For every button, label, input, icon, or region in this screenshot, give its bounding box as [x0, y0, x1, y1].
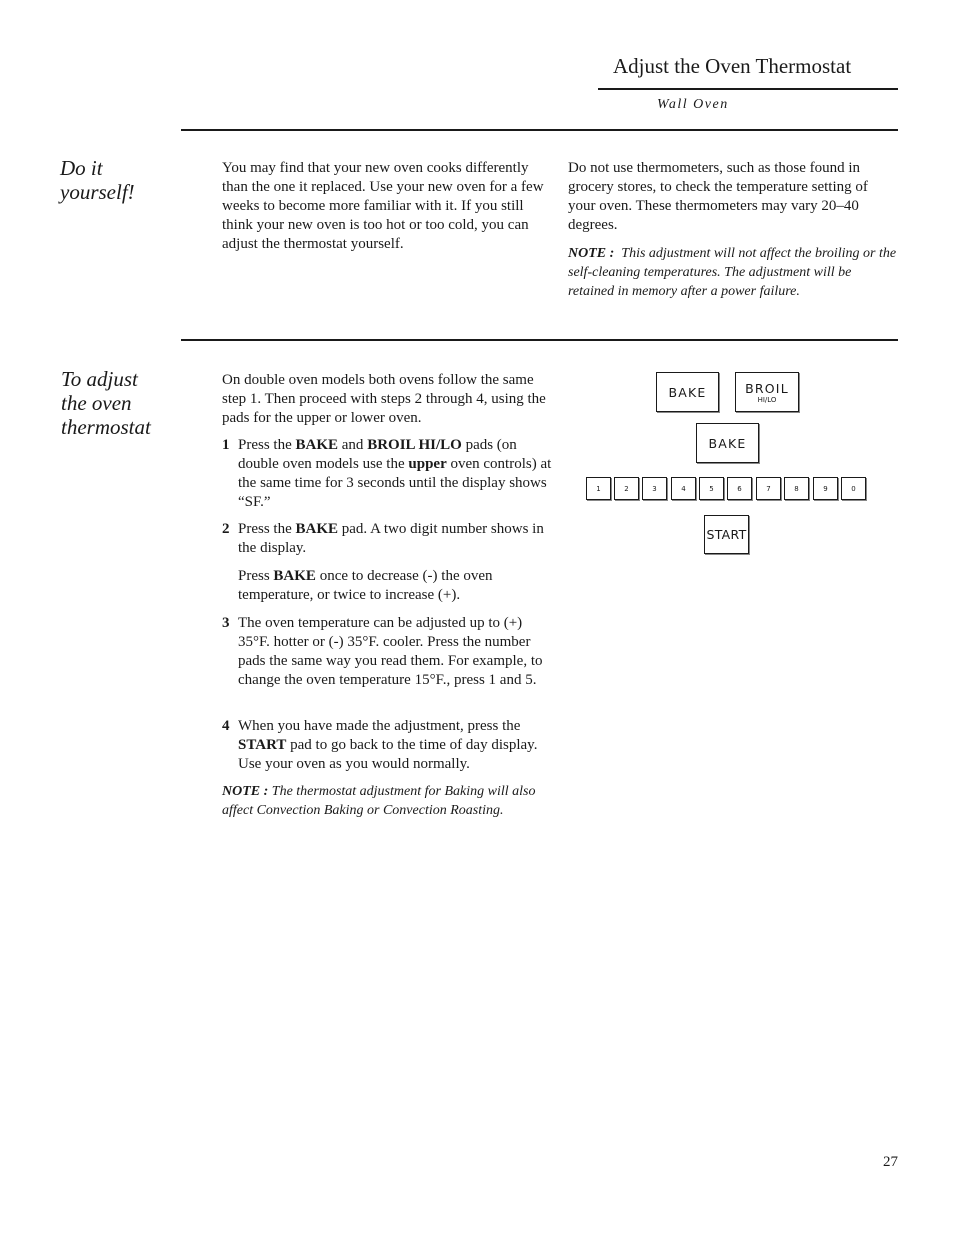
step-1-text-c: pads (on double oven models use the — [238, 437, 517, 472]
start-pad[interactable] — [704, 515, 749, 554]
digit-pad-2-label: 2 — [624, 484, 629, 493]
step-4-text-a: When you have made the adjustment, press the — [238, 718, 521, 734]
section2-heading-line3: thermostat — [61, 415, 151, 439]
step-3-number: 3 — [222, 615, 230, 631]
digit-pad-0[interactable] — [841, 477, 866, 500]
step-1-upper: upper — [408, 456, 447, 472]
section2-heading — [61, 367, 151, 439]
broil-pad-label: BROIL — [745, 380, 789, 396]
step-4-text-b: pad to go back to the time of day display. Use your oven as you would normally. — [238, 737, 538, 772]
digit-pad-9[interactable] — [813, 477, 838, 500]
step-1-text-d: oven controls) at the same time for 3 seconds until the display shows “SF.” — [238, 456, 552, 510]
digit-pad-2[interactable] — [614, 477, 639, 500]
step-4-number: 4 — [222, 718, 230, 734]
section2-heading-line2: the oven — [61, 391, 132, 415]
digit-pad-1[interactable] — [586, 477, 611, 500]
broil-pad-sublabel: HI/LO — [757, 395, 777, 404]
page-subtitle: Wall Oven — [657, 97, 729, 112]
digit-pad-4[interactable] — [671, 477, 696, 500]
bake-pad-lower[interactable] — [696, 423, 759, 463]
section-divider-1 — [181, 129, 898, 131]
step-2-bake: BAKE — [295, 521, 339, 537]
digit-pad-3-label: 3 — [652, 484, 657, 493]
bake-pad-lower-label: BAKE — [708, 435, 747, 451]
section1-heading — [60, 156, 135, 204]
digit-pad-0-label: 0 — [851, 484, 856, 493]
bake-pad[interactable] — [656, 372, 719, 412]
digit-pad-5-label: 5 — [709, 484, 714, 493]
step-1-broil: BROIL HI/LO — [367, 437, 462, 453]
broil-hi-lo-pad[interactable] — [735, 372, 799, 412]
section1-note-label: NOTE : — [568, 246, 615, 261]
section1-heading-line2: yourself! — [60, 180, 135, 204]
section1-heading-line1: Do it — [60, 156, 103, 180]
section1-intro-text: You may find that your new oven cooks differently than the one it replaced. Use your new oven for a few weeks to become more familiar with it. If you still think your new oven is too hot or too cold, you can adjust the thermostat yourself. — [222, 160, 544, 252]
digit-pad-7-label: 7 — [766, 484, 771, 493]
step-2-detail-text-a: Press — [238, 568, 274, 584]
section2-note-text: The thermostat adjustment for Baking will also affect Convection Baking or Convection Roasting. — [222, 784, 536, 818]
section2-intro-text: On double oven models both ovens follow the same step 1. Then proceed with steps 2 through 4, using the pads for the upper or lower oven. — [222, 372, 546, 426]
step-1-number: 1 — [222, 437, 230, 453]
digit-pad-1-label: 1 — [596, 484, 601, 493]
step-4 — [222, 717, 554, 774]
digit-pad-6-label: 6 — [737, 484, 742, 493]
digit-pad-5[interactable] — [699, 477, 724, 500]
section2-note — [222, 782, 554, 820]
step-1-text-b: and — [338, 437, 368, 453]
step-2-detail — [222, 567, 552, 605]
step-2-text-b: pad. A two digit number shows in the display. — [238, 521, 544, 556]
step-2-text-a: Press the — [238, 521, 296, 537]
section1-thermometer-text: Do not use thermometers, such as those found in grocery stores, to check the temperature setting of your oven. These thermometers may vary 20–40 degrees. — [568, 160, 868, 233]
step-2-detail-bake: BAKE — [273, 568, 316, 584]
step-2-detail-text-b: once to decrease (-) the oven temperature, or twice to increase (+). — [238, 568, 493, 603]
section-divider-2 — [181, 339, 898, 341]
page-title: Adjust the Oven Thermostat — [613, 54, 852, 78]
page-number: 27 — [883, 1154, 898, 1170]
step-1-text-a: Press the — [238, 437, 296, 453]
digit-pad-7[interactable] — [756, 477, 781, 500]
digit-pad-8[interactable] — [784, 477, 809, 500]
section1-note — [568, 244, 900, 301]
digit-pad-3[interactable] — [642, 477, 667, 500]
step-2-number: 2 — [222, 521, 230, 537]
start-pad-label: START — [706, 527, 747, 542]
digit-pad-9-label: 9 — [823, 484, 828, 493]
step-1-bake: BAKE — [295, 437, 339, 453]
digit-pad-8-label: 8 — [794, 484, 799, 493]
title-rule — [598, 88, 898, 90]
section1-note-text: This adjustment will not affect the broiling or the self-cleaning temperatures. The adjustment will be retained in memory after a power failure. — [568, 246, 897, 299]
step-4-start: START — [238, 737, 287, 753]
digit-pad-4-label: 4 — [681, 484, 686, 493]
step-3 — [222, 614, 554, 690]
section2-heading-line1: To adjust — [61, 367, 138, 391]
bake-pad-label: BAKE — [668, 384, 707, 400]
step-2 — [222, 520, 552, 558]
step-1 — [222, 436, 552, 512]
step-3-text: The oven temperature can be adjusted up to (+) 35°F. hotter or (-) 35°F. cooler. Press the number pads the same way you read them. For example, to change the oven temperature 15°F., press 1 and 5. — [238, 615, 543, 688]
digit-pad-6[interactable] — [727, 477, 752, 500]
section2-note-label: NOTE : — [222, 784, 269, 799]
